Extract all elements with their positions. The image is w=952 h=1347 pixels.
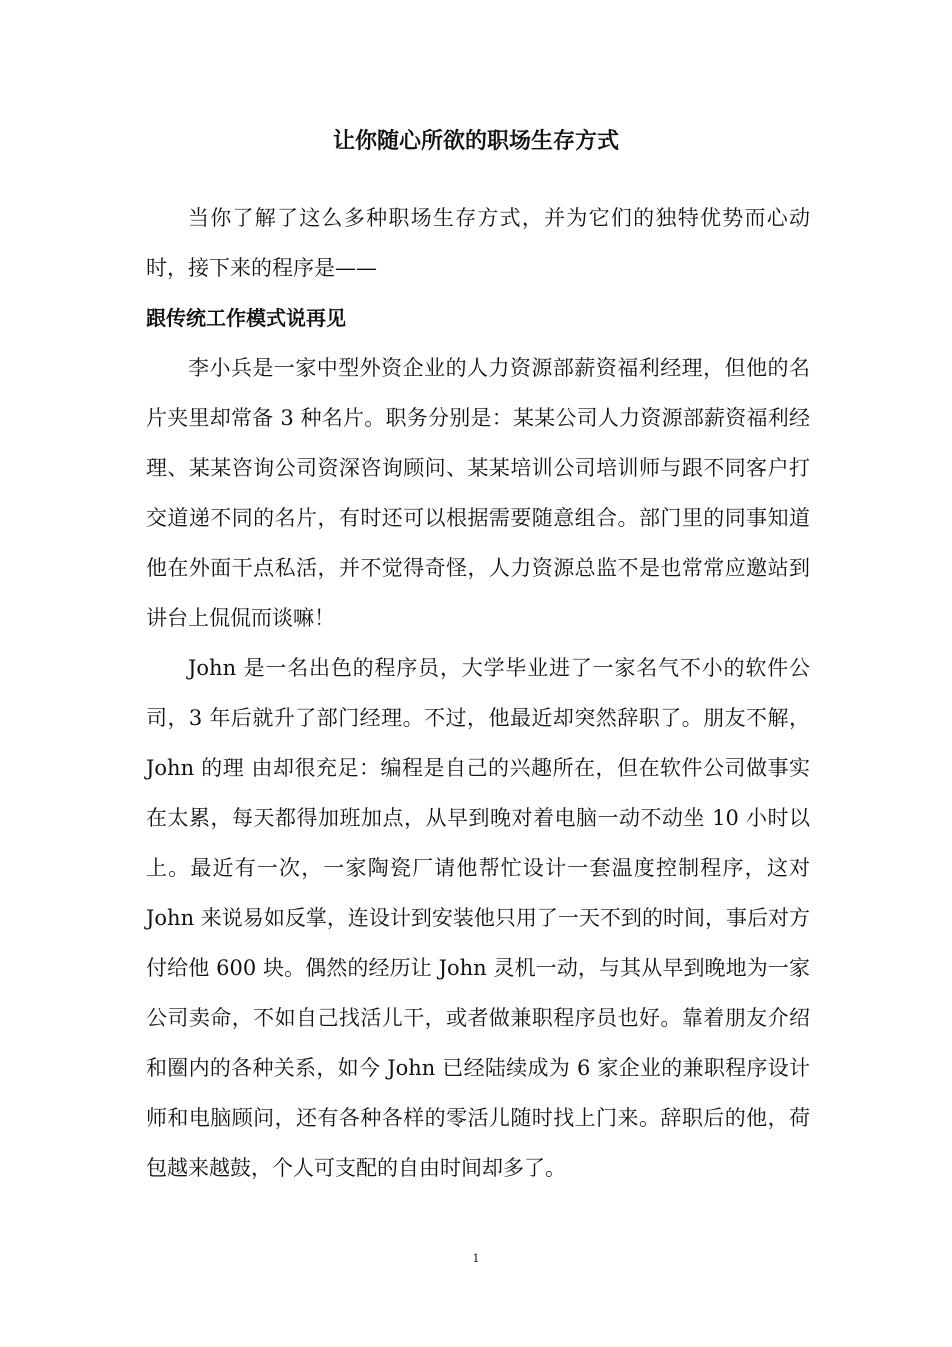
intro-paragraph: 当你了解了这么多种职场生存方式，并为它们的独特优势而心动时，接下来的程序是—— <box>146 206 810 280</box>
section-heading: 跟传统工作模式说再见 <box>146 306 346 330</box>
paragraph-john: John 是一名出色的程序员，大学毕业进了一家名气不小的软件公司，3 年后就升了部门经理。不过，他最近却突然辞职了。朋友不解，John 的理 由却很充足：编程是自己的兴趣所在，但在软件公司做事实在太累，每天都得加班加点，从早到晚对着电脑一动不动坐 10 小时以上。最近有一次，一家陶瓷厂请他帮忙设计一套温度控制程序，这对 John 来说易如反掌，连设计到安装他只用了一天不到的时间，事后对方付给他 600 块。偶然的经历让 John 灵机一动，与其从早到晚地为一家公司卖命，不如自己找活儿干，或者做兼职程序员也好。靠着朋友介绍和圈内的各种关系，如今 John 已经陆续成为 6 家企业的兼职程序设计师和电脑顾问，还有各种各样的零活儿随时找上门来。辞职后的他，荷包越来越鼓，个人可支配的自由时间却多了。 <box>146 656 810 1180</box>
document-body <box>146 193 810 1193</box>
page-number: 1 <box>472 1252 480 1265</box>
paragraph-li-xiaobing: 李小兵是一家中型外资企业的人力资源部薪资福利经理，但他的名片夹里却常备 3 种名片。职务分别是：某某公司人力资源部薪资福利经理、某某咨询公司资深咨询顾问、某某培训公司培训师与跟不同客户打交道递不同的名片，有时还可以根据需要随意组合。部门里的同事知道他在外面干点私活，并不觉得奇怪，人力资源总监不是也常常应邀站到讲台上侃侃而谈嘛！ <box>146 356 810 630</box>
document-title: 让你随心所欲的职场生存方式 <box>332 129 619 154</box>
